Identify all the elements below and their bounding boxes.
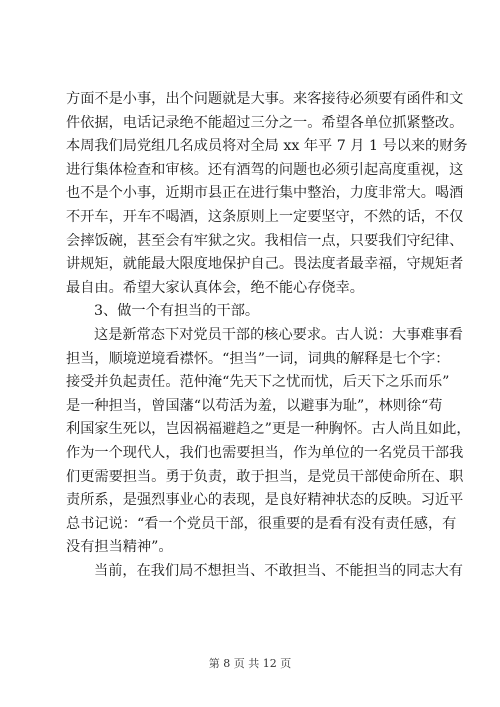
text-line: 接受并负起责任。范仲淹“先天下之忧而忧，后天下之乐而乐” [66,374,450,391]
text-line: 担当，顺境逆境看襟怀。“担当”一词，词典的解释是七个字： [66,350,450,367]
text-line: 当前，在我们局不想担当、不敢担当、不能担当的同志大有 [94,562,463,579]
text-line: 是一种担当，曾国藩“以苟活为羞，以避事为耻”，林则徐“苟 [66,397,443,414]
text-line: 利国家生死以，岂因祸福避趋之”更是一种胸怀。古人尚且如此， [66,421,471,438]
text-line: 最自由。希望大家认真体会，绝不能心存侥幸。 [66,279,364,296]
text-line: 本周我们局党组几名成员将对全局 xx 年平 7 月 1 号以来的财务 [66,138,468,155]
text-line: 件依据，电话记录绝不能超过三分之一。希望各单位抓紧整改。 [66,114,464,131]
text-line: 方面不是小事，出个问题就是大事。来客接待必须要有函件和文 [66,91,464,107]
text-line: 这是新常态下对党员干部的核心要求。古人说：大事难事看 [94,326,463,343]
text-line: 不开车，开车不喝酒，这条原则上一定要坚守，不然的话，不仅 [66,208,464,225]
text-line: 进行集体检查和审核。还有酒驾的问题也必须引起高度重视，这 [66,161,464,178]
document-body [66,88,471,583]
text-line: 没有担当精神”。 [66,539,173,556]
page-footer: 第 8 页 共 12 页 [208,657,292,670]
text-line: 也不是个小事，近期市县正在进行集中整治，力度非常大。喝酒 [66,185,464,202]
section-heading: 3、做一个有担当的干部。 [94,303,260,320]
text-line: 会摔饭碗，甚至会有牢狱之灾。我相信一点，只要我们守纪律、 [66,232,464,249]
text-line: 们更需要担当。勇于负责，敢于担当，是党员干部使命所在、职 [66,468,464,485]
text-line: 责所系，是强烈事业心的表现，是良好精神状态的反映。习近平 [66,492,464,509]
text-line: 总书记说：“看一个党员干部，很重要的是看有没有责任感，有 [66,515,457,532]
text-line: 作为一个现代人，我们也需要担当，作为单位的一名党员干部我 [66,444,464,461]
text-line: 讲规矩，就能最大限度地保护自己。畏法度者最幸福，守规矩者 [66,256,464,273]
